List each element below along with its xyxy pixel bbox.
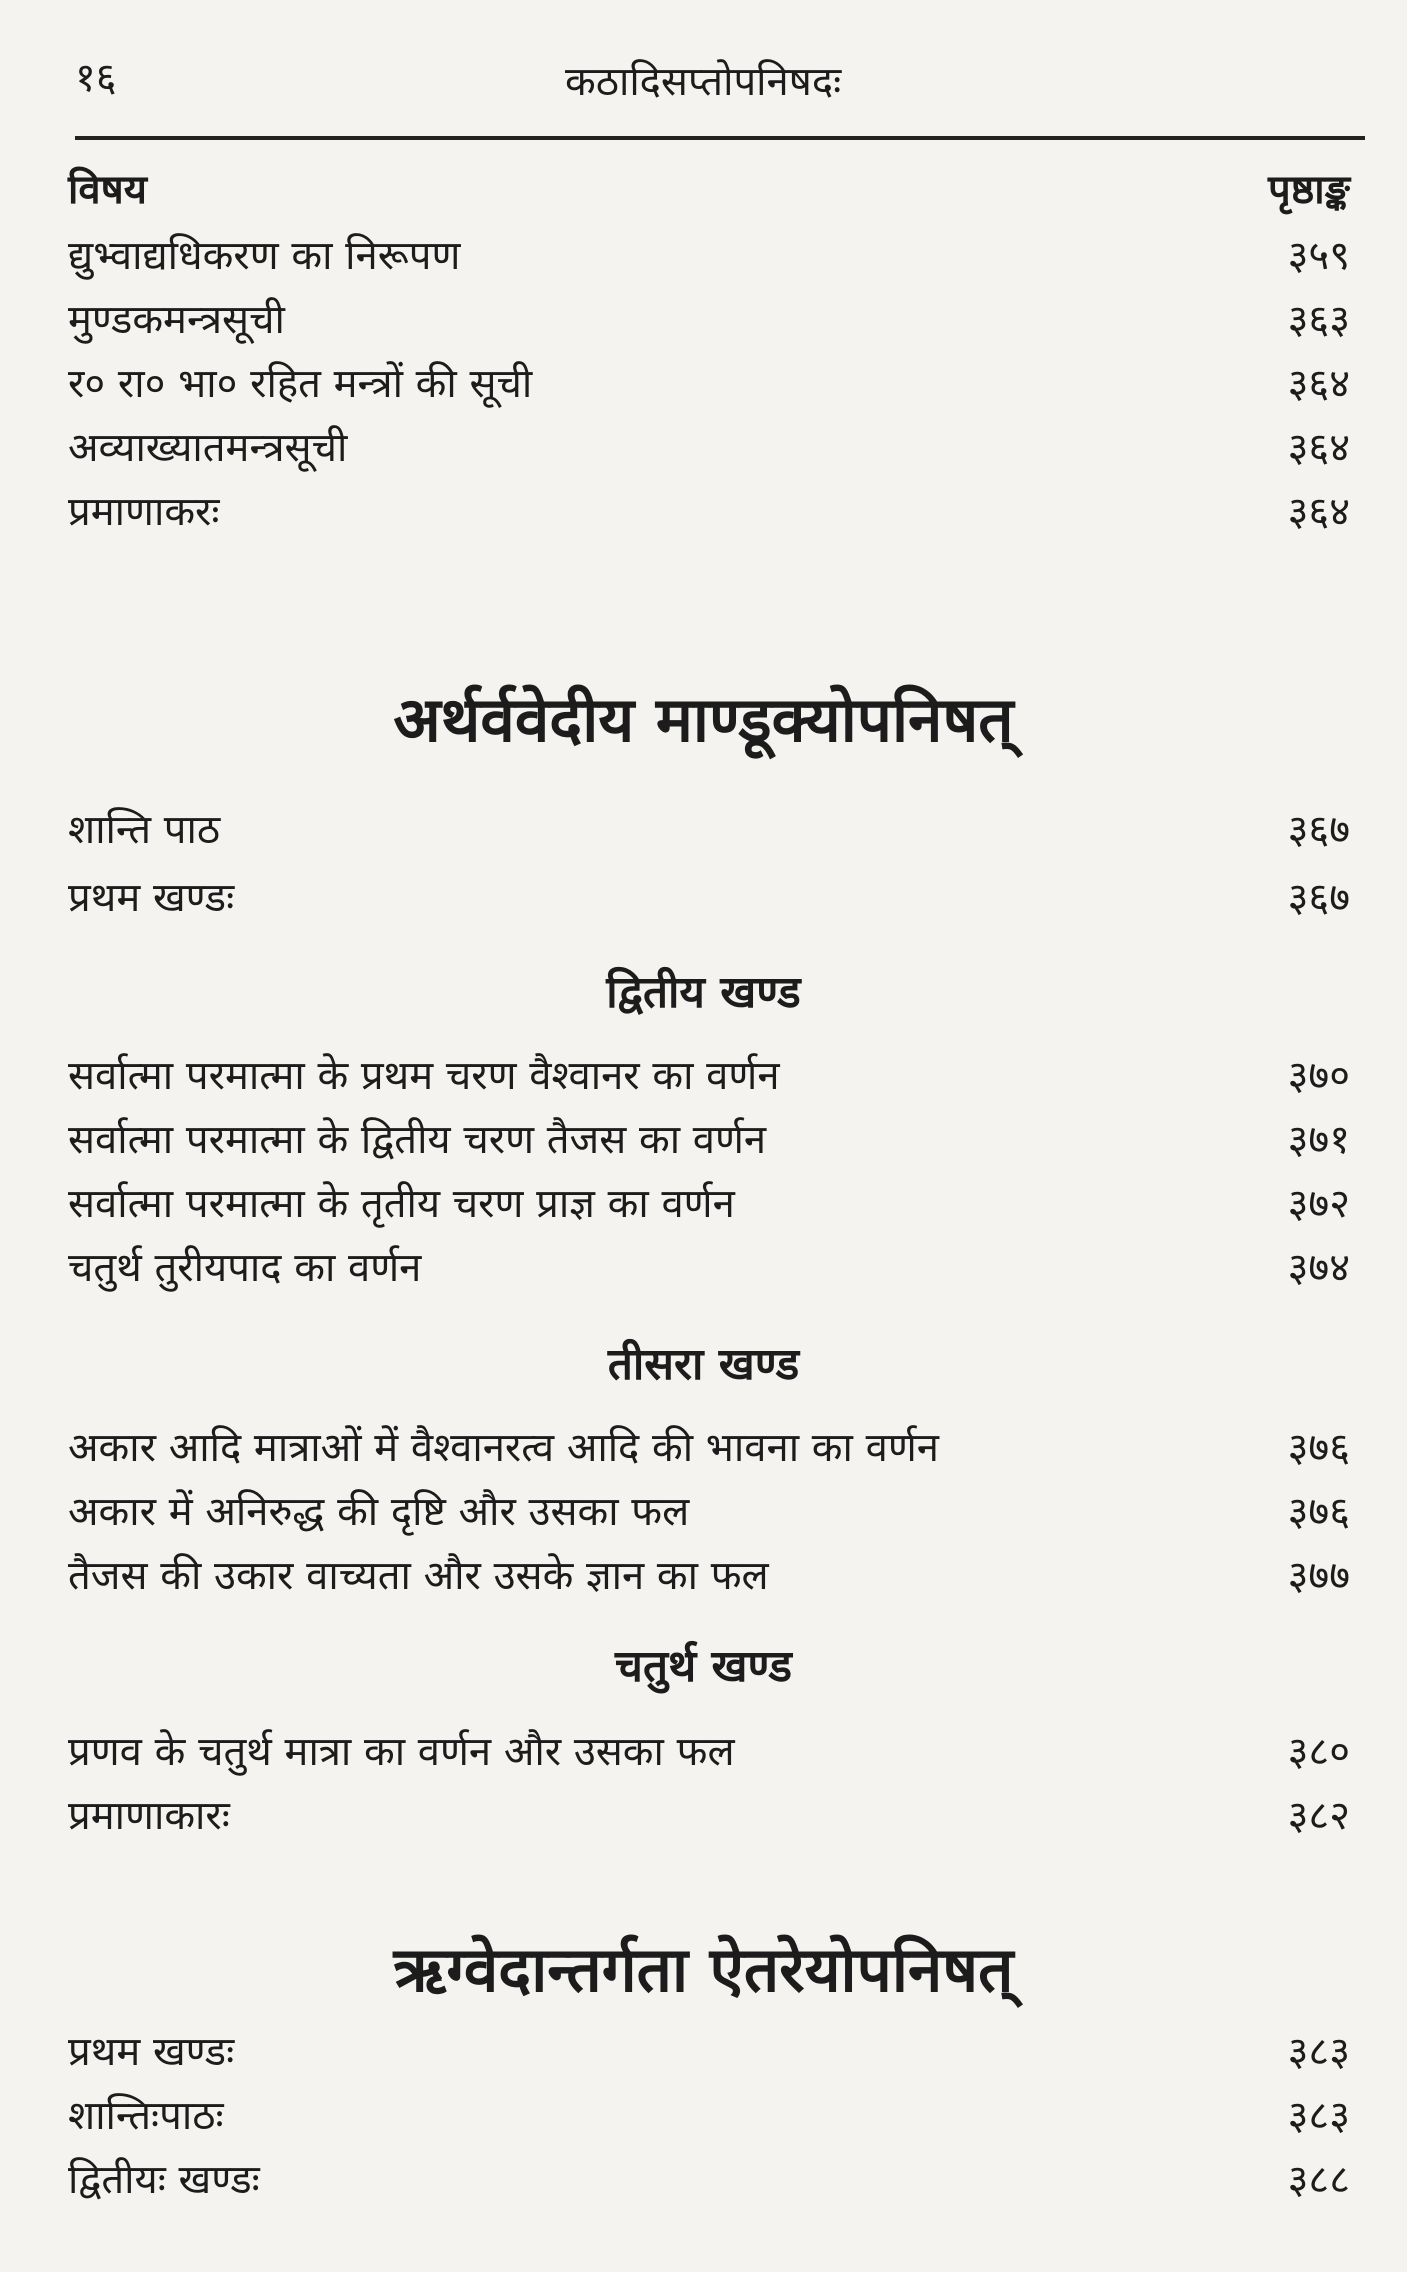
toc-entry-title: द्वितीयः खण्डः [68,2157,260,2203]
toc-entry-page: ३८३ [1287,2029,1350,2075]
toc-entry [68,1240,1350,1296]
toc-entry [68,1724,1350,1780]
section-heading-aitareya: ऋग्वेदान्तर्गता ऐतरेयोपनिषत् [393,1933,1014,2006]
toc-entry-title: शान्ति पाठ [68,807,221,853]
toc-entry-title: तैजस की उकार वाच्यता और उसके ज्ञान का फल [68,1553,769,1599]
toc-entry-title: मुण्डकमन्त्रसूची [68,297,285,343]
toc-entry-title: प्रणव के चतुर्थ मात्रा का वर्णन और उसका फल [68,1729,735,1775]
toc-entry-title: प्रमाणाकारः [68,1793,230,1839]
toc-entry [68,292,1350,348]
toc-entry [68,484,1350,540]
toc-entry-page: ३५९ [1287,233,1350,279]
toc-entry-title: चतुर्थ तुरीयपाद का वर्णन [68,1245,422,1291]
running-title: कठादिसप्तोपनिषदः [565,59,842,105]
toc-entry-title: प्रमाणाकरः [68,489,220,535]
subsection-heading-khanda2: द्वितीय खण्ड [606,967,801,1018]
toc-entry [68,2088,1350,2144]
toc-entry-page: ३६३ [1287,297,1350,343]
toc-entry-page: ३७७ [1287,1553,1350,1599]
toc-entry-title: सर्वात्मा परमात्मा के द्वितीय चरण तैजस का वर्णन [68,1117,767,1163]
toc-entry [68,802,1350,858]
toc-entry-title: अव्याख्यातमन्त्रसूची [68,425,348,471]
toc-entry-title: प्रथम खण्डः [68,2029,235,2075]
toc-entry-page: ३६४ [1287,425,1350,471]
toc-entry-title: द्युभ्वाद्यधिकरण का निरूपण [68,233,461,279]
toc-entry-page: ३८० [1287,1729,1350,1775]
toc-entry [68,1420,1350,1476]
toc-entry-page: ३६७ [1287,875,1350,921]
header-rule [75,136,1365,140]
toc-entry [68,1788,1350,1844]
toc-entry-title: अकार में अनिरुद्ध की दृष्टि और उसका फल [68,1489,690,1535]
toc-entry [68,1048,1350,1104]
toc-entry [68,420,1350,476]
toc-entry-page: ३६७ [1287,807,1350,853]
toc-entry-title: शान्तिःपाठः [68,2093,224,2139]
toc-entry [68,2152,1350,2208]
toc-entry-title: र० रा० भा० रहित मन्त्रों की सूची [68,361,533,407]
toc-entry-page: ३७२ [1287,1181,1350,1227]
toc-entry-title: प्रथम खण्डः [68,875,235,921]
toc-entry-page: ३८८ [1287,2157,1350,2203]
toc-entry-page: ३७४ [1287,1245,1350,1291]
toc-entry [68,1548,1350,1604]
toc-entry [68,870,1350,926]
toc-entry-page: ३७६ [1287,1489,1350,1535]
toc-entry-title: अकार आदि मात्राओं में वैश्वानरत्व आदि की भावना का वर्णन [68,1425,939,1471]
subsection-heading-khanda4: चतुर्थ खण्ड [615,1641,792,1692]
toc-entry-page: ३६४ [1287,361,1350,407]
section-heading-mandukya: अर्थर्ववेदीय माण्डूक्योपनिषत् [393,683,1014,756]
column-headers [68,162,1350,218]
page-column-header: पृष्ठाङ्क [1268,167,1350,213]
subject-column-header: विषय [68,167,147,213]
page-number: १६ [75,55,117,101]
toc-entry-title: सर्वात्मा परमात्मा के तृतीय चरण प्राज्ञ का वर्णन [68,1181,735,1227]
toc-entry [68,1484,1350,1540]
subsection-heading-khanda3: तीसरा खण्ड [607,1339,800,1390]
toc-entry [68,2024,1350,2080]
toc-entry-page: ३७० [1287,1053,1350,1099]
toc-entry-page: ३६४ [1287,489,1350,535]
toc-entry [68,356,1350,412]
page-header [75,40,1350,110]
toc-entry-title: सर्वात्मा परमात्मा के प्रथम चरण वैश्वानर का वर्णन [68,1053,780,1099]
toc-entry-page: ३८२ [1287,1793,1350,1839]
toc-entry [68,1176,1350,1232]
toc-entry-page: ३७१ [1287,1117,1350,1163]
toc-entry-page: ३८३ [1287,2093,1350,2139]
toc-entry-page: ३७६ [1287,1425,1350,1471]
toc-entry [68,1112,1350,1168]
toc-entry [68,228,1350,284]
